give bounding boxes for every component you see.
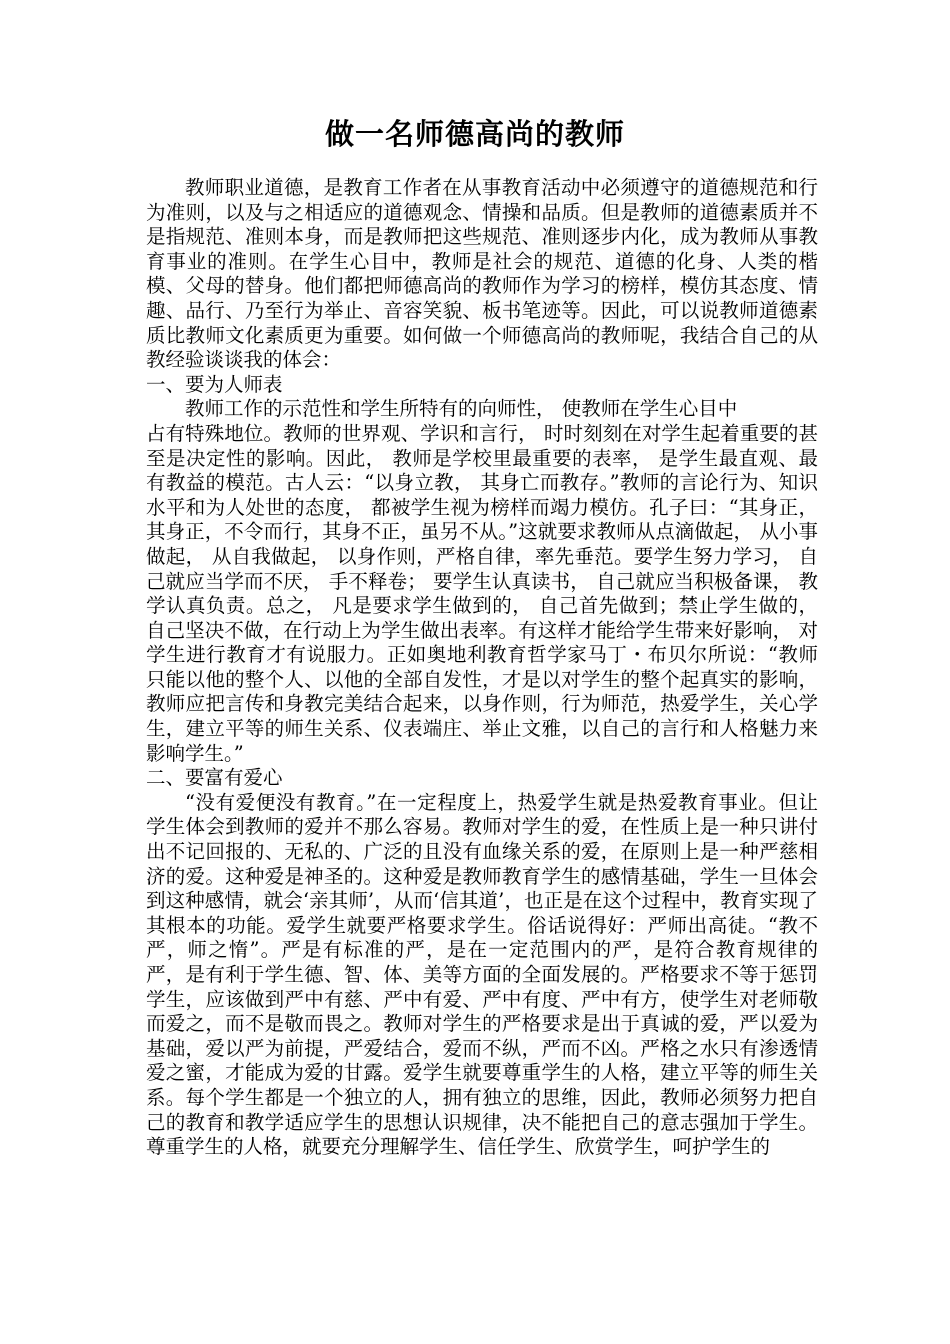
section-2-heading: 二、要富有爱心: [146, 766, 283, 790]
section-2-paragraph: “没有爱便没有教育。”在一定程度上，热爱学生就是热爱教育事业。但让学生体会到教师的爱并不那么容易。教师对学生的爱，在性质上是一种只讲付出不记回报的、无私的、广泛的且没有血缘关系的爱，在原则上是一种严慈相济的爱。这种爱是神圣的。这种爱是教师教育学生的感情基础，学生一旦体会到这种感情，就会‘亲其师’，从而‘信其道’，也正是在这个过程中，教育实现了其根本的功能。爱学生就要严格要求学生。俗话说得好：严师出高徒。“教不严，师之惰”。严是有标准的严，是在一定范围内的严，是符合教育规律的严，是有利于学生德、智、体、美等方面的全面发展的。严格要求不等于惩罚学生，应该做到严中有慈、严中有爱、严中有度、严中有方，使学生对老师敬而爱之，而不是敬而畏之。教师对学生的严格要求是出于真诚的爱，严以爱为基础，爱以严为前提，严爱结合，爱而不纵，严而不凶。严格之水只有渗透情爱之蜜，才能成为爱的甘露。爱学生就要尊重学生的人格，建立平等的师生关系。每个学生都是一个独立的人，拥有独立的思维，因此，教师必须努力把自己的教育和教学适应学生的思想认识规律，决不能把自己的意志强加于学生。尊重学生的人格，就要充分理解学生、信任学生、欣赏学生，呵护学生的: [146, 790, 818, 1159]
section-1-heading: 一、要为人师表: [146, 372, 283, 396]
document-title: 做一名师德高尚的教师: [324, 117, 625, 151]
document-body: [146, 176, 818, 1160]
section-1-first-line: 教师工作的示范性和学生所特有的向师性， 使教师在学生心目中: [185, 397, 738, 421]
section-1-paragraph: 占有特殊地位。教师的世界观、学识和言行， 时时刻刻在对学生起着重要的甚至是决定性的影响。因此， 教师是学校里最重要的表率， 是学生最直观、最有教益的模范。古人云：“以身立教， 其身亡而教存。”教师的言论行为、知识水平和为人处世的态度， 都被学生视为榜样而竭力模仿。孔子曰：“其身正，其身正，不令而行，其身不正，虽另不从。”这就要求教师从点滴做起， 从小事做起， 从自我做起， 以身作则，严格自律，率先垂范。要学生努力学习， 自己就应当学而不厌， 手不释卷； 要学生认真读书， 自己就应当积极备课， 教学认真负责。总之， 凡是要求学生做到的， 自己首先做到；禁止学生做的，自己坚决不做，在行动上为学生做出表率。有这样才能给学生带来好影响， 对学生进行教育才有说服力。正如奥地利教育哲学家马丁・布贝尔所说：“教师只能以他的整个人、以他的全部自发性，才是以对学生的整个起真实的影响，教师应把言传和身教完美结合起来，以身作则，行为师范，热爱学生，关心学生，建立平等的师生关系、仪表端庄、举止文雅，以自己的言行和人格魅力来影响学生。”: [146, 421, 818, 765]
intro-paragraph: 教师职业道德，是教育工作者在从事教育活动中必须遵守的道德规范和行为准则，以及与之相适应的道德观念、情操和品质。但是教师的道德素质并不是指规范、准则本身，而是教师把这些规范、准则逐步内化，成为教师从事教育事业的准则。在学生心目中，教师是社会的规范、道德的化身、人类的楷模、父母的替身。他们都把师德高尚的教师作为学习的榜样，模仿其态度、情趣、品行、乃至行为举止、音容笑貌、板书笔迹等。因此，可以说教师道德素质比教师文化素质更为重要。如何做一个师德高尚的教师呢，我结合自己的从教经验谈谈我的体会：: [146, 176, 818, 372]
